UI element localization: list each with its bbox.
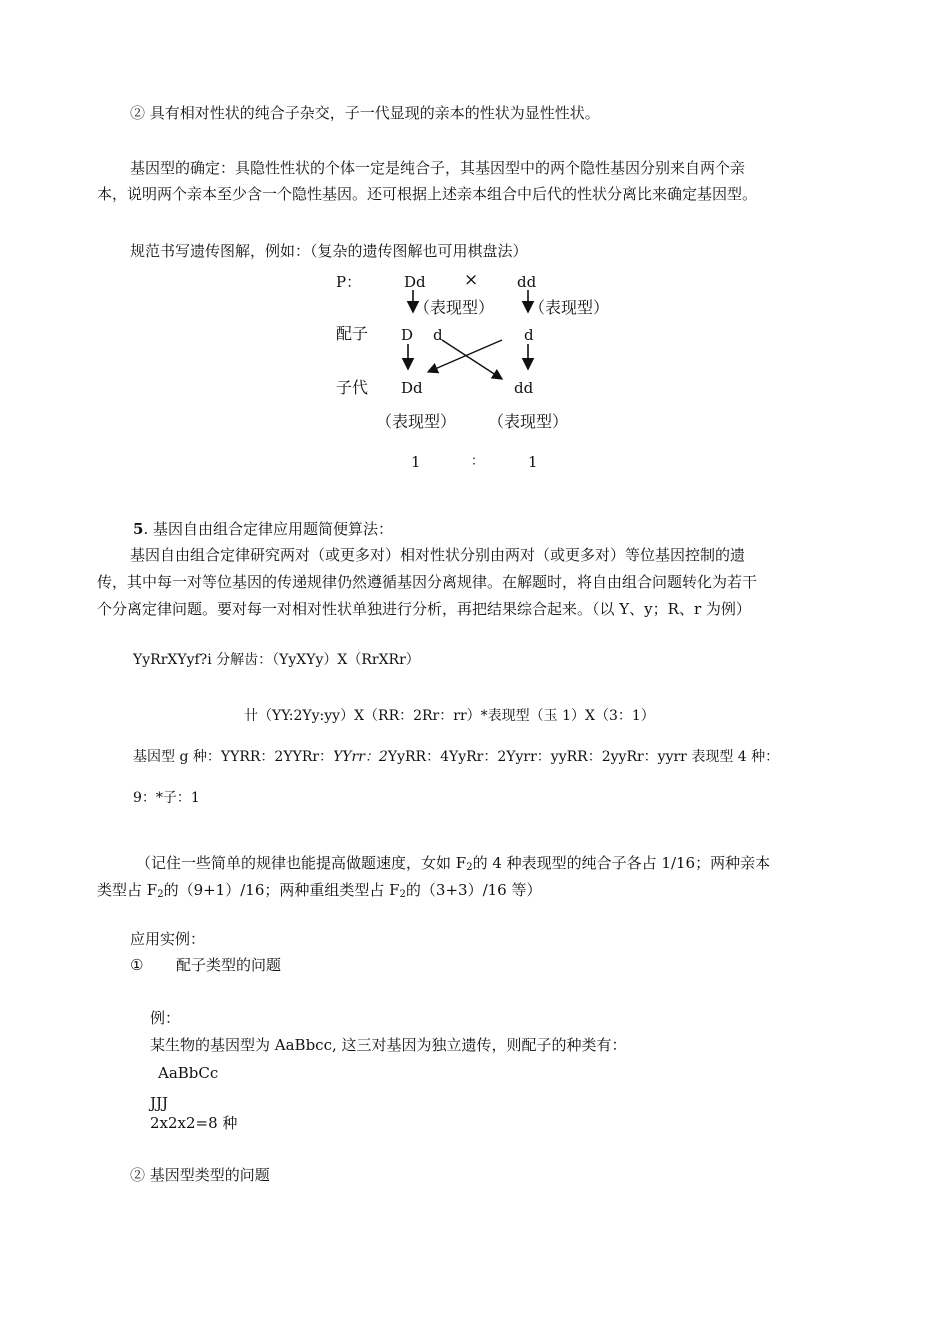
gamete-d-lower: d: [433, 326, 443, 344]
paragraph-genotype-line2: 本，说明两个亲本至少含一个隐性基因。还可根据上述亲本组合中后代的性状分离比来确定基因型。: [97, 185, 758, 203]
note-line1-b: 的 4 种表现型的纯合子各占 1/16；两种亲本: [472, 854, 771, 872]
ratio-right: 1: [528, 453, 538, 471]
note-line2-b: 的（9+1）/16；两种重组类型占 F: [163, 881, 400, 899]
note-line1-a: （记住一些简单的规律也能提高做题速度，女如 F: [136, 854, 467, 872]
example-answer: 2x2x2=8 种: [150, 1114, 238, 1132]
question1-number: ①: [130, 956, 144, 974]
application-heading: 应用实例：: [130, 930, 206, 948]
p-label: P：: [336, 273, 362, 291]
paragraph-genotype-line1: 基因型的确定：具隐性性状的个体一定是纯合子，其基因型中的两个隐性基因分别来自两个亲: [130, 159, 746, 177]
formula-phenotype-ratio: 9：*子：1: [133, 790, 200, 806]
formula-decompose: YyRrXYyf?i 分解齿：（YyXYy）X（RrXRr）: [133, 652, 420, 668]
question1-title: 配子类型的问题: [176, 956, 282, 974]
note-line2-c: 的（3+3）/16 等）: [405, 881, 542, 899]
note-sub-2a: 2: [466, 862, 473, 873]
gamete-d-lower-2: d: [524, 326, 534, 344]
ratio-left: 1: [411, 453, 421, 471]
note-line1: [136, 853, 770, 873]
cross-symbol: ×: [464, 270, 479, 290]
offspring-label: 子代: [336, 378, 369, 397]
example-genotype: AaBbCc: [158, 1064, 219, 1082]
paragraph-free-combination-line2: 传，其中每一对等位基因的传递规律仍然遵循基因分离规律。在解题时，将自由组合问题转化为若干: [97, 573, 758, 591]
paragraph-free-combination-line1: 基因自由组合定律研究两对（或更多对）相对性状分别由两对（或更多对）等位基因控制的遗: [130, 546, 746, 564]
paragraph-free-combination-line3: 个分离定律问题。要对每一对相对性状单独进行分析，再把结果综合起来。（以 Y、y；R、r 为例）: [97, 600, 751, 618]
example-marks: JJJ: [150, 1094, 169, 1112]
question2-title: ② 基因型类型的问题: [130, 1166, 270, 1184]
parent1-genotype: Dd: [404, 273, 426, 291]
note-sub-2b: 2: [157, 889, 164, 900]
section5-number: 5: [133, 520, 144, 538]
section5-heading: [133, 519, 393, 539]
note-line2: [97, 880, 542, 900]
parent2-phenotype: （表现型）: [529, 298, 610, 317]
example-label: 例：: [150, 1009, 181, 1027]
child1-phenotype: （表现型）: [376, 412, 457, 431]
note-sub-2c: 2: [399, 889, 406, 900]
gamete-label: 配子: [336, 324, 369, 343]
formula-ratios: 卄（YY:2Yy:yy）X（RR：2Rr：rr）*表现型（玉 1）X（3：1）: [244, 708, 655, 724]
example-question: 某生物的基因型为 AaBbcc, 这三对基因为独立遗传，则配子的种类有：: [150, 1036, 627, 1054]
parent2-genotype: dd: [517, 273, 537, 291]
formula-genotypes: [133, 747, 779, 767]
child2-phenotype: （表现型）: [488, 412, 569, 431]
paragraph-diagram-intro: 规范书写遗传图解，例如：（复杂的遗传图解也可用棋盘法）: [130, 242, 528, 260]
child1-genotype: Dd: [401, 379, 423, 397]
formula-genotypes-part1: 基因型 g 种：YYRR：2YYRr：: [133, 749, 334, 765]
formula-genotypes-part3: YyRR：4YyRr：2Yyrr：yyRR：2yyRr：yyrr 表现型 4 种：: [387, 749, 780, 765]
genetic-cross-diagram: [330, 268, 630, 478]
formula-genotypes-part2: YYrr：2: [333, 749, 388, 765]
gamete-d-upper: D: [401, 326, 414, 344]
ratio-colon: ：: [471, 454, 485, 469]
section5-title: . 基因自由组合定律应用题简便算法：: [143, 520, 393, 538]
parent1-phenotype: （表现型）: [414, 298, 495, 317]
arrow-cross-right: [442, 340, 502, 379]
paragraph-dominant-trait: ② 具有相对性状的纯合子杂交，子一代显现的亲本的性状为显性性状。: [130, 104, 600, 122]
arrow-cross-left: [428, 340, 502, 372]
note-line2-a: 类型占 F: [97, 881, 158, 899]
child2-genotype: dd: [514, 379, 534, 397]
